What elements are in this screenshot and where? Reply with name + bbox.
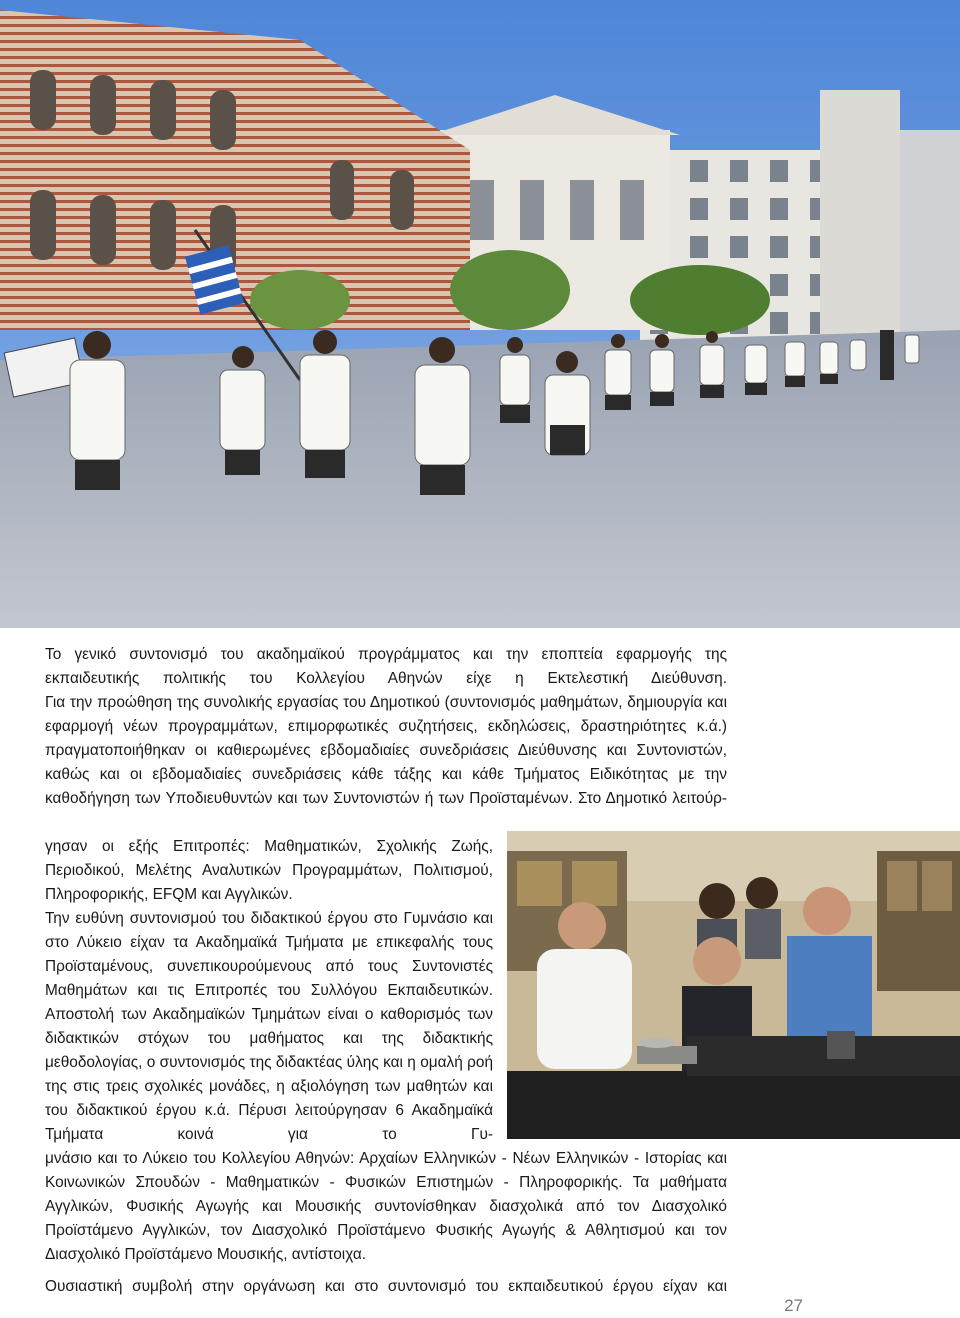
lab-photo xyxy=(507,831,960,1139)
departments-list-paragraph: μνάσιο και το Λύκειο του Κολλεγίου Αθηνών: Αρχαίων Ελληνικών - Νέων Ελληνικών - Ιστορίας και Κοινωνικών Σπουδών - Μαθηματικών - Φυσικών Επιστημών - Πληροφορικής. Τα μαθήματα Αγγλικών, Φυσικής Αγωγής και Μουσικής συντονίσθηκαν διασχολικά από τον Διασχολικό Προϊστάμενο Αγγλικών, τον Διασχολικό Προϊστάμενο Φυσικής Αγωγής & Αθλητισμού και τον Διασχολικό Προϊστάμενο Μουσικής, αντίστοιχα. xyxy=(45,1150,727,1263)
page-number: 27 xyxy=(784,1296,803,1315)
academic-departments-paragraph: Την ευθύνη συντονισμού του διδακτικού έργου στο Γυμνάσιο και στο Λύκειο είχαν τα Ακαδημαϊκά Τμήματα με επικεφαλής τους Προϊσταμένους, συνεπικουρούμενους από τους Συντονιστές Μαθημάτων και τις Επιτροπές του Συλλόγου Εκπαιδευτικών. Αποστολή των Ακαδημαϊκών Τμημάτων είναι ο καθορισμός των διδακτικών στόχων του μαθήματος και της διδακτικής μεθοδολογίας, ο συντονισμός της διδακτέας ύλης και η ομαλή ροή της στις τρεις σχολικές μονάδες, η αξιολόγηση των μαθητών και του διδακτικού έργου κ.ά. Πέρυσι λειτούργησαν 6 Ακαδημαϊκά Τμήματα κοινά για το Γυ- xyxy=(45,910,493,1143)
primary-school-paragraph: Για την προώθηση της συνολικής εργασίας του Δημοτικού (συντονισμός μαθημάτων, δημιουργία και εφαρμογή νέων προγραμμάτων, επιμορφωτικές συζητήσεις, εκδηλώσεις, δραστηριότητες κ.ά.) πραγματοποιήθηκαν οι καθιερωμένες εβδομαδιαίες συνεδριάσεις Διεύθυνσης και Συντονιστών, καθώς και οι εβδομαδιαίες συνεδριάσεις κάθε τάξης και κάθε Τμήματος Ειδικότητας με την καθοδήγηση των Υποδιευθυντών και των Συντονιστών ή των Προϊσταμένων. Στο Δημοτικό λειτούρ- xyxy=(45,694,727,807)
parade-photo xyxy=(0,0,960,628)
contribution-paragraph: Ουσιαστική συμβολή στην οργάνωση και στο συντονισμό του εκπαιδευτικού έργου είχαν και xyxy=(45,1278,727,1295)
committees-paragraph: γησαν οι εξής Επιτροπές: Μαθηματικών, Σχολικής Ζωής, Περιοδικού, Μελέτης Αναλυτικών Προγραμμάτων, Πολιτισμού, Πληροφορικής, EFQM και Αγγλικών. xyxy=(45,838,493,903)
intro-paragraph: Το γενικό συντονισμό του ακαδημαϊκού προγράμματος και την εποπτεία εφαρμογής της εκπαιδευτικής πολιτικής του Κολλεγίου Αθηνών είχε η Εκτελεστική Διεύθυνση. xyxy=(45,646,727,687)
